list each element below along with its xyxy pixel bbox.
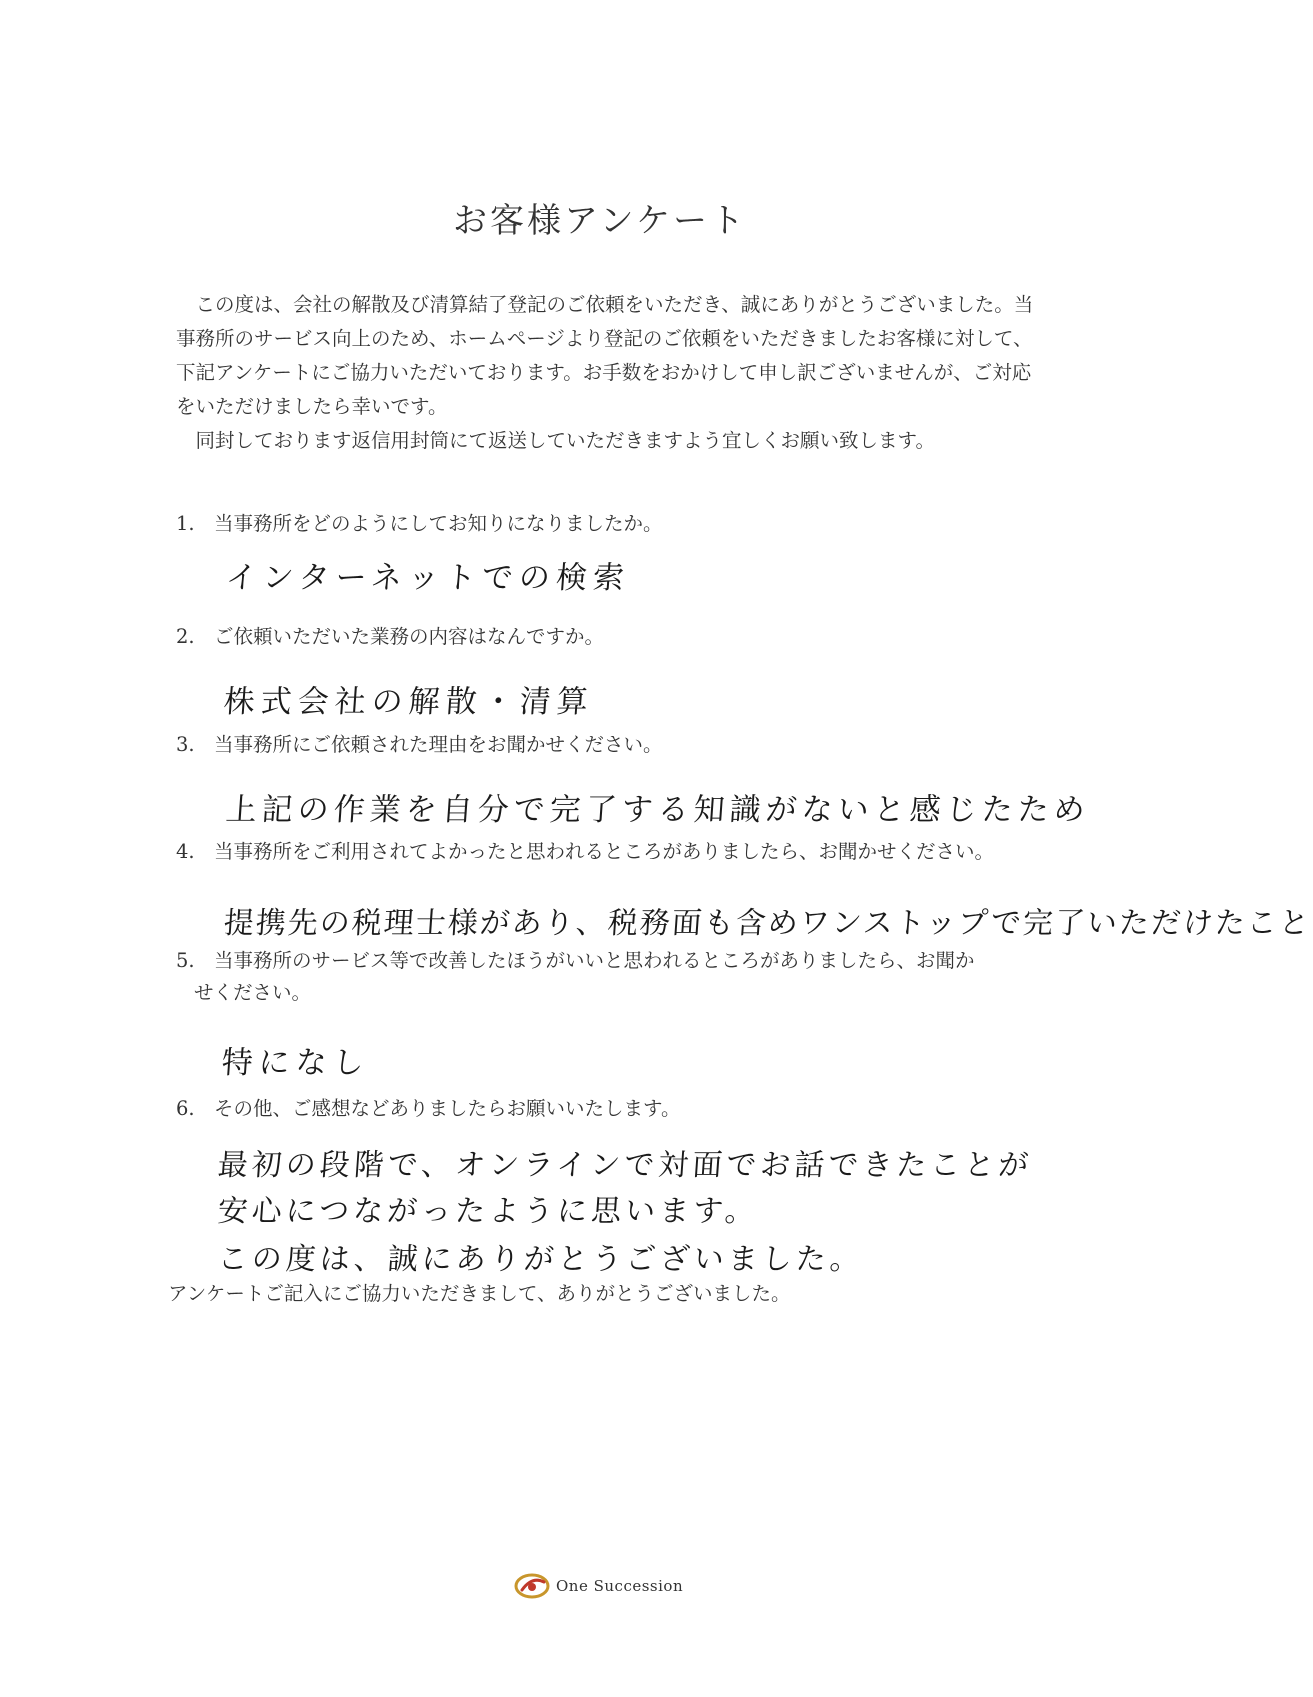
question-text: 当事務所をどのようにしてお知りになりましたか。 [214,512,663,535]
footer-logo [512,1572,683,1600]
one-succession-logo-icon [512,1572,552,1600]
question-2 [176,621,1056,653]
question-number: 3. [176,733,195,756]
intro-paragraph-2: 同封しております返信用封筒にて返送していただきますよう宜しくお願い致します。 [195,429,935,452]
answer-6-line-3: この度は、誠にありがとうございました。 [216,1242,865,1277]
question-4 [176,836,1056,868]
question-text: 当事務所にご依頼された理由をお聞かせください。 [214,733,663,756]
question-text: 当事務所をご利用されてよかったと思われるところがありましたら、お聞かせください。 [214,840,995,863]
answer-5-handwritten: 特になし [220,1045,372,1081]
intro-text [176,288,1036,458]
question-number: 4. [176,840,195,863]
page-title: お客様アンケート [453,201,747,241]
question-number: 6. [176,1097,195,1120]
question-number: 2. [176,625,195,648]
intro-paragraph-1: この度は、会社の解散及び清算結了登記のご依頼をいただき、誠にありがとうございました。当事務所のサービス向上のため、ホームページより登記のご依頼をいただきましたお客様に対して、下記アンケートにご協力いただいております。お手数をおかけして申し訳ございませんが、ご対応をいただけましたら幸いです。 [176,293,1034,418]
question-text-continued: せください。 [194,981,312,1004]
answer-6-line-1: 最初の段階で、オンラインで対面でお話できたことが [216,1148,1034,1183]
question-text: その他、ご感想などありましたらお願いいたします。 [214,1097,681,1120]
answer-4-handwritten: 提携先の税理士様があり、税務面も含めワンストップで完了いただけたこと [222,906,1313,941]
question-text: 当事務所のサービス等で改善したほうがいいと思われるところがありましたら、お聞か [214,949,975,972]
answer-1-handwritten: インターネットでの検索 [224,560,632,596]
question-5 [176,945,1056,1009]
answer-3-handwritten: 上記の作業を自分で完了する知識がないと感じたため [224,792,1092,828]
answer-2-handwritten: 株式会社の解散・清算 [222,684,596,720]
answer-6-line-2: 安心につながったように思います。 [216,1194,760,1229]
question-text: ご依頼いただいた業務の内容はなんですか。 [214,625,605,648]
question-number: 5. [176,949,195,972]
brand-name: One Succession [556,1577,684,1595]
question-6 [176,1093,1056,1125]
question-1 [176,508,1056,540]
question-3 [176,729,1056,761]
question-number: 1. [176,512,195,535]
closing-text: アンケートご記入にご協力いただきまして、ありがとうございました。 [168,1282,791,1305]
